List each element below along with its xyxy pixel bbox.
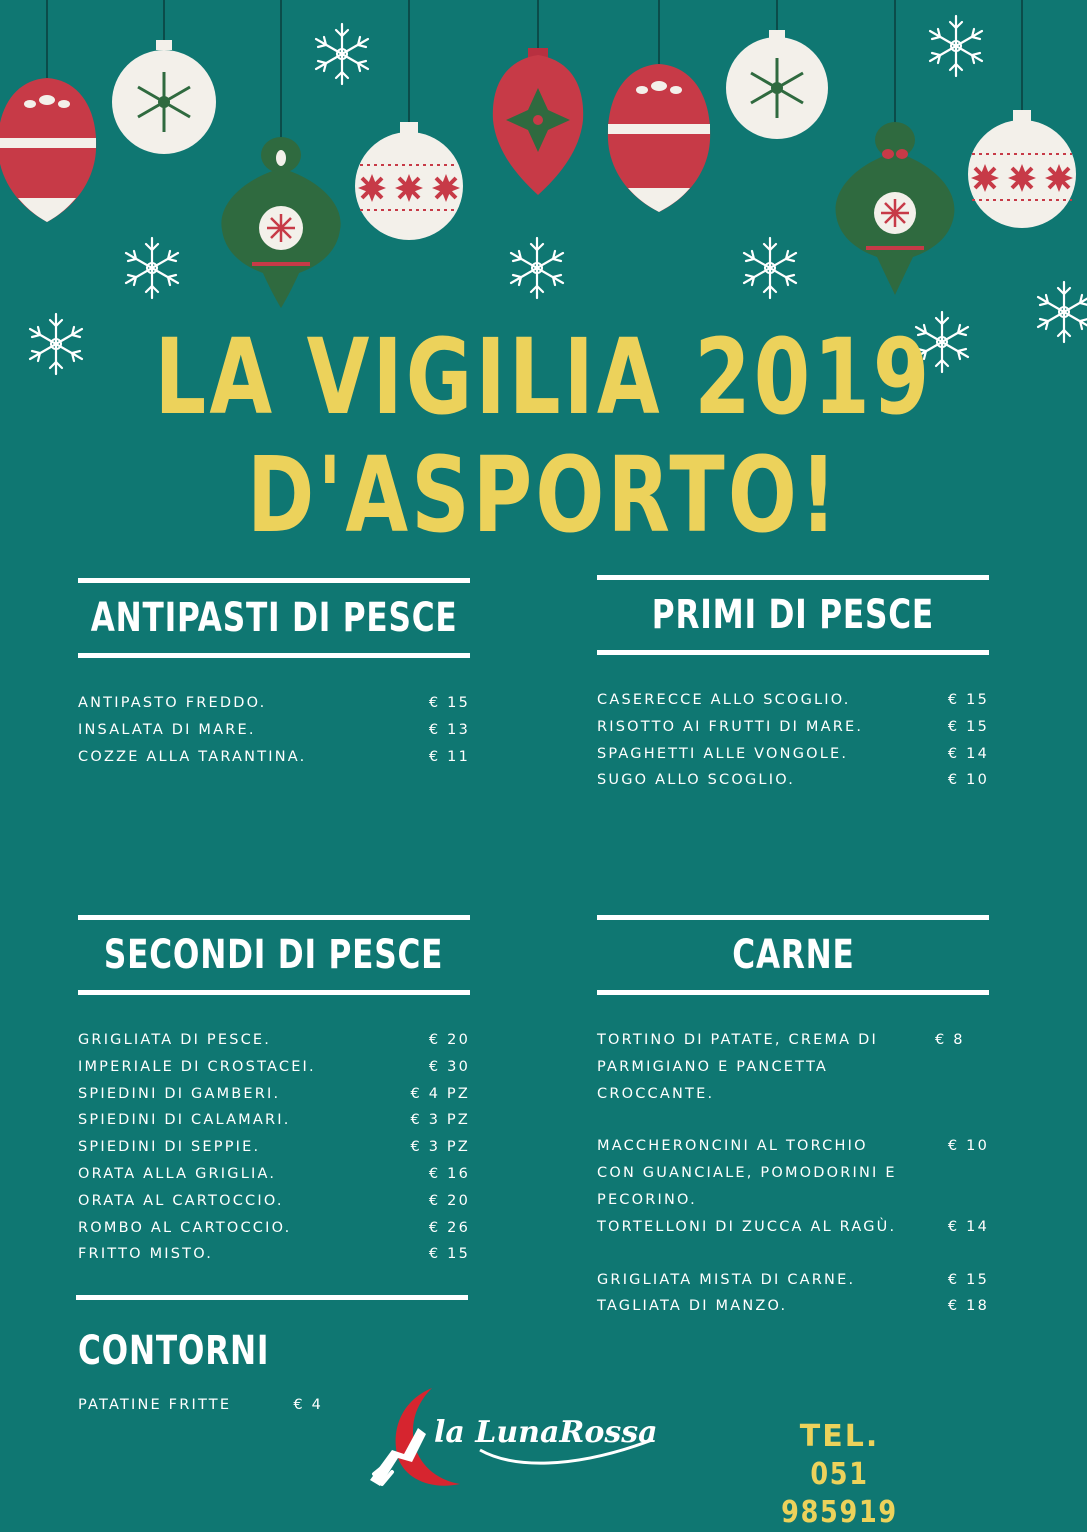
section-heading: ANTIPASTI DI PESCE: [90, 595, 458, 641]
section-heading: SECONDI DI PESCE: [104, 932, 444, 978]
menu-item: [78, 1107, 470, 1134]
item-price: € 15: [947, 718, 989, 735]
item-price: € 3 PZ: [410, 1112, 470, 1129]
menu-item: [597, 1027, 989, 1107]
item-name: IMPERIALE DI CROSTACEI.: [78, 1058, 316, 1075]
item-price: € 4: [293, 1397, 323, 1413]
item-name: PATATINE FRITTE: [78, 1397, 232, 1413]
item-name: CASERECCE ALLO SCOGLIO.: [597, 692, 851, 708]
menu-item: [78, 1081, 470, 1108]
divider-bottom: [597, 990, 989, 995]
item-price: € 20: [428, 1192, 470, 1209]
item-name: ANTIPASTO FREDDO.: [78, 695, 267, 711]
item-price: € 26: [428, 1219, 470, 1236]
menu-item: [597, 687, 989, 714]
item-price: € 16: [428, 1165, 470, 1182]
item-name: RISOTTO AI FRUTTI DI MARE.: [597, 718, 864, 735]
divider-bottom: [78, 990, 470, 995]
section-heading: CARNE: [731, 932, 855, 978]
item-price: € 3 PZ: [410, 1139, 470, 1156]
tel-number[interactable]: 051 985919: [781, 1457, 898, 1530]
item-price: € 13: [428, 721, 470, 738]
item-price: € 15: [947, 692, 989, 708]
divider-bottom: [597, 650, 989, 655]
item-price: € 15: [947, 1271, 989, 1288]
item-name: SUGO ALLO SCOGLIO.: [597, 772, 796, 789]
menu-item: [78, 1215, 470, 1242]
item-price: € 8: [935, 1032, 965, 1048]
item-name: GRIGLIATA DI PESCE.: [78, 1032, 272, 1048]
section-primi: [597, 575, 989, 794]
menu-item: [78, 717, 470, 744]
divider-bottom: [78, 653, 470, 658]
menu-item: [78, 1161, 470, 1188]
menu-item: [78, 1188, 470, 1215]
menu-item: [597, 714, 989, 741]
item-name: ROMBO AL CARTOCCIO.: [78, 1219, 292, 1236]
item-name: GRIGLIATA MISTA DI CARNE.: [597, 1271, 856, 1288]
item-name: ORATA ALLA GRIGLIA.: [78, 1165, 277, 1182]
menu-item: [597, 1267, 989, 1294]
item-name: SPAGHETTI ALLE VONGOLE.: [597, 745, 849, 762]
menu-item: [597, 741, 989, 768]
item-price: € 4 PZ: [410, 1085, 470, 1102]
item-price: € 14: [947, 1218, 989, 1235]
page-title-line-2: D'ASPORTO!: [246, 434, 841, 556]
item-name: TORTELLONI DI ZUCCA AL RAGÙ.: [597, 1218, 897, 1235]
section-carne: [597, 915, 989, 1320]
item-price: € 15: [428, 695, 470, 711]
item-name: SPIEDINI DI GAMBERI.: [78, 1085, 281, 1102]
menu-item: [597, 767, 989, 794]
contact-phone: [752, 1418, 927, 1532]
menu-item: [78, 1241, 470, 1268]
divider-contorni: [76, 1295, 468, 1300]
item-name: ORATA AL CARTOCCIO.: [78, 1192, 284, 1209]
menu-item: [597, 1133, 989, 1213]
item-price: € 30: [428, 1058, 470, 1075]
item-name: SPIEDINI DI CALAMARI.: [78, 1112, 291, 1129]
page-title-line-1: LA VIGILIA 2019: [154, 316, 933, 438]
item-price: € 14: [947, 745, 989, 762]
item-name: TORTINO DI PATATE, CREMA DI PARMIGIANO E PANCETTA CROCCANTE.: [597, 1032, 878, 1102]
menu-item: [597, 1214, 989, 1241]
section-antipasti: [78, 578, 470, 770]
section-heading-contorni: CONTORNI: [78, 1328, 270, 1374]
menu-item: [597, 1293, 989, 1320]
item-price: € 10: [947, 1138, 989, 1155]
svg-text:la LunaRossa: la LunaRossa: [434, 1415, 658, 1450]
menu-item: [78, 1054, 470, 1081]
la-luna-rossa-logo: [362, 1380, 712, 1500]
item-price: € 18: [947, 1298, 989, 1315]
item-name: COZZE ALLA TARANTINA.: [78, 748, 307, 765]
tel-label: TEL.: [799, 1419, 880, 1454]
menu-item: [78, 744, 470, 771]
section-secondi: [78, 915, 470, 1268]
item-price: € 11: [428, 748, 470, 765]
item-name: INSALATA DI MARE.: [78, 721, 256, 738]
item-name: SPIEDINI DI SEPPIE.: [78, 1139, 261, 1156]
menu-item: [78, 690, 470, 717]
item-name: MACCHERONCINI AL TORCHIO CON GUANCIALE, POMODORINI E PECORINO.: [597, 1138, 897, 1208]
item-price: € 10: [947, 772, 989, 789]
menu-item: [78, 1134, 470, 1161]
menu-item: [78, 1392, 323, 1419]
item-name: FRITTO MISTO.: [78, 1246, 214, 1263]
item-price: € 15: [428, 1246, 470, 1263]
section-heading: PRIMI DI PESCE: [651, 592, 935, 638]
item-name: TAGLIATA DI MANZO.: [597, 1298, 788, 1315]
menu-item: [78, 1027, 470, 1054]
item-price: € 20: [428, 1032, 470, 1048]
